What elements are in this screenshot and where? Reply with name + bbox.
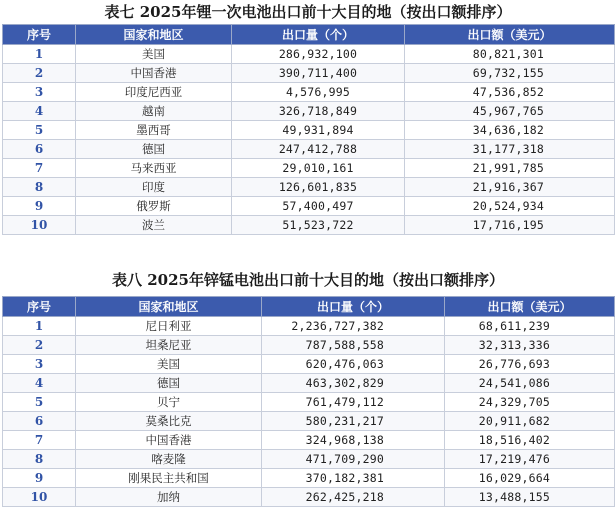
table8-title: 表八 2025年锌锰电池出口前十大目的地（按出口额排序） (112, 271, 504, 289)
cell-quantity: 49,931,894 (232, 121, 405, 140)
cell-value: 32,313,336 (445, 336, 615, 355)
cell-quantity: 326,718,849 (232, 102, 405, 121)
cell-seq: 8 (3, 178, 76, 197)
table-row (3, 355, 615, 374)
table7-header-seq: 序号 (3, 25, 76, 45)
cell-value: 69,732,155 (405, 64, 615, 83)
table-row (3, 102, 615, 121)
table-row (3, 64, 615, 83)
table-row (3, 216, 615, 235)
cell-value: 31,177,318 (405, 140, 615, 159)
table-row (3, 121, 615, 140)
table8-header-seq: 序号 (3, 297, 76, 317)
table-row (3, 83, 615, 102)
cell-quantity: 463,302,829 (262, 374, 445, 393)
cell-region: 莫桑比克 (76, 412, 262, 431)
cell-seq: 1 (3, 317, 76, 336)
cell-value: 16,029,664 (445, 469, 615, 488)
cell-value: 24,541,086 (445, 374, 615, 393)
cell-region: 美国 (76, 355, 262, 374)
cell-quantity: 370,182,381 (262, 469, 445, 488)
cell-value: 24,329,705 (445, 393, 615, 412)
cell-value: 68,611,239 (445, 317, 615, 336)
table8-header-region: 国家和地区 (76, 297, 262, 317)
cell-quantity: 761,479,112 (262, 393, 445, 412)
cell-region: 刚果民主共和国 (76, 469, 262, 488)
cell-quantity: 580,231,217 (262, 412, 445, 431)
cell-quantity: 620,476,063 (262, 355, 445, 374)
table8-body (3, 317, 615, 507)
cell-seq: 5 (3, 393, 76, 412)
table8-header-row (3, 297, 615, 317)
table8-header-value: 出口额（美元） (445, 297, 615, 317)
cell-value: 45,967,765 (405, 102, 615, 121)
cell-seq: 1 (3, 45, 76, 64)
table8 (2, 296, 615, 507)
cell-quantity: 4,576,995 (232, 83, 405, 102)
table8-header-quantity: 出口量（个） (262, 297, 445, 317)
cell-quantity: 126,601,835 (232, 178, 405, 197)
cell-value: 21,916,367 (405, 178, 615, 197)
cell-seq: 3 (3, 355, 76, 374)
cell-seq: 7 (3, 159, 76, 178)
cell-value: 18,516,402 (445, 431, 615, 450)
cell-seq: 6 (3, 412, 76, 431)
table7-header-quantity: 出口量（个） (232, 25, 405, 45)
cell-region: 波兰 (76, 216, 232, 235)
table7-body (3, 45, 615, 235)
table-row (3, 159, 615, 178)
cell-seq: 6 (3, 140, 76, 159)
table7-title: 表七 2025年锂一次电池出口前十大目的地（按出口额排序） (104, 3, 512, 21)
cell-seq: 2 (3, 64, 76, 83)
cell-quantity: 57,400,497 (232, 197, 405, 216)
cell-value: 13,488,155 (445, 488, 615, 507)
cell-value: 26,776,693 (445, 355, 615, 374)
cell-value: 20,524,934 (405, 197, 615, 216)
table-row (3, 431, 615, 450)
cell-quantity: 247,412,788 (232, 140, 405, 159)
table-row (3, 336, 615, 355)
cell-quantity: 471,709,290 (262, 450, 445, 469)
cell-value: 20,911,682 (445, 412, 615, 431)
table7 (2, 24, 615, 235)
table-row (3, 488, 615, 507)
cell-region: 德国 (76, 374, 262, 393)
cell-value: 21,991,785 (405, 159, 615, 178)
table-row (3, 393, 615, 412)
cell-seq: 8 (3, 450, 76, 469)
table-row (3, 197, 615, 216)
cell-value: 17,219,476 (445, 450, 615, 469)
cell-seq: 9 (3, 469, 76, 488)
cell-seq: 10 (3, 216, 76, 235)
cell-value: 80,821,301 (405, 45, 615, 64)
cell-quantity: 2,236,727,382 (262, 317, 445, 336)
cell-seq: 4 (3, 374, 76, 393)
table-row (3, 140, 615, 159)
table-row (3, 178, 615, 197)
cell-seq: 9 (3, 197, 76, 216)
cell-region: 中国香港 (76, 431, 262, 450)
cell-quantity: 787,588,558 (262, 336, 445, 355)
cell-region: 墨西哥 (76, 121, 232, 140)
cell-region: 喀麦隆 (76, 450, 262, 469)
table-row (3, 374, 615, 393)
cell-region: 尼日利亚 (76, 317, 262, 336)
cell-region: 德国 (76, 140, 232, 159)
cell-value: 34,636,182 (405, 121, 615, 140)
cell-seq: 2 (3, 336, 76, 355)
cell-region: 印度尼西亚 (76, 83, 232, 102)
cell-seq: 10 (3, 488, 76, 507)
table8-section (0, 268, 616, 507)
cell-quantity: 51,523,722 (232, 216, 405, 235)
table-row (3, 317, 615, 336)
cell-region: 美国 (76, 45, 232, 64)
cell-quantity: 262,425,218 (262, 488, 445, 507)
table7-header-row (3, 25, 615, 45)
table-row (3, 412, 615, 431)
cell-seq: 5 (3, 121, 76, 140)
cell-quantity: 390,711,400 (232, 64, 405, 83)
cell-region: 马来西亚 (76, 159, 232, 178)
table-row (3, 45, 615, 64)
table-row (3, 450, 615, 469)
cell-quantity: 286,932,100 (232, 45, 405, 64)
cell-quantity: 29,010,161 (232, 159, 405, 178)
cell-seq: 4 (3, 102, 76, 121)
table-row (3, 469, 615, 488)
cell-region: 越南 (76, 102, 232, 121)
cell-region: 俄罗斯 (76, 197, 232, 216)
cell-region: 中国香港 (76, 64, 232, 83)
table7-section (0, 0, 616, 235)
cell-value: 17,716,195 (405, 216, 615, 235)
cell-quantity: 324,968,138 (262, 431, 445, 450)
cell-region: 贝宁 (76, 393, 262, 412)
table7-header-value: 出口额（美元） (405, 25, 615, 45)
cell-value: 47,536,852 (405, 83, 615, 102)
cell-seq: 7 (3, 431, 76, 450)
cell-region: 坦桑尼亚 (76, 336, 262, 355)
cell-region: 印度 (76, 178, 232, 197)
cell-region: 加纳 (76, 488, 262, 507)
table7-header-region: 国家和地区 (76, 25, 232, 45)
cell-seq: 3 (3, 83, 76, 102)
